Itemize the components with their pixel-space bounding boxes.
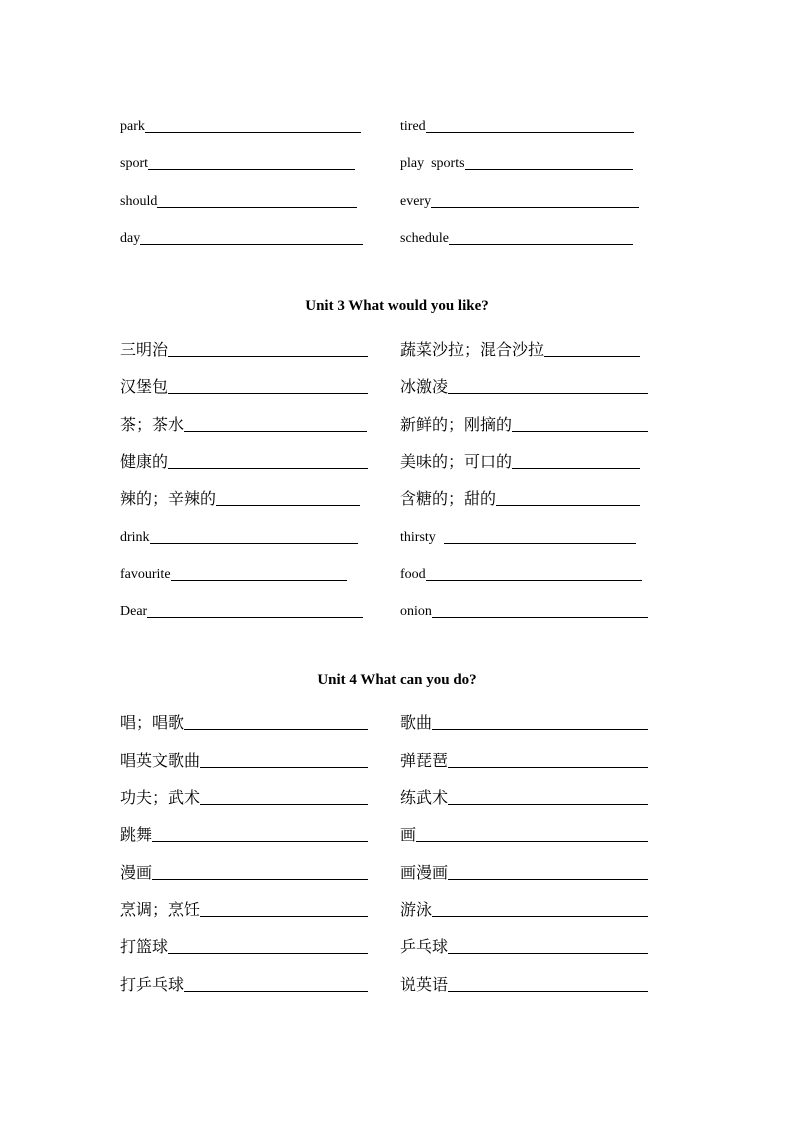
vocab-word: 唱；唱歌 [120, 713, 185, 732]
answer-blank[interactable] [444, 542, 636, 544]
answer-blank[interactable] [168, 952, 368, 954]
vocab-item [400, 702, 648, 732]
answer-blank[interactable] [147, 616, 363, 618]
vocab-word: 漫画 [120, 863, 153, 882]
vocab-item [120, 814, 368, 844]
vocab-word: should [120, 194, 158, 209]
answer-blank[interactable] [448, 392, 648, 394]
vocab-row [0, 366, 794, 396]
answer-blank[interactable] [152, 840, 368, 842]
vocab-item [120, 478, 360, 508]
vocab-item [400, 740, 648, 770]
vocab-row [0, 180, 794, 210]
answer-blank[interactable] [448, 878, 648, 880]
vocab-row [0, 964, 794, 994]
answer-blank[interactable] [171, 579, 347, 581]
answer-blank[interactable] [544, 355, 640, 357]
vocab-item [400, 105, 634, 135]
vocab-word: 冰激凌 [400, 377, 449, 396]
vocab-word: 蔬菜沙拉；混合沙拉 [400, 340, 545, 359]
answer-blank[interactable] [148, 168, 355, 170]
vocab-word: 三明治 [120, 340, 169, 359]
answer-blank[interactable] [152, 878, 368, 880]
answer-blank[interactable] [150, 542, 358, 544]
answer-blank[interactable] [140, 243, 363, 245]
answer-blank[interactable] [431, 206, 639, 208]
vocab-word: 说英语 [400, 975, 449, 994]
vocab-row [0, 852, 794, 882]
answer-blank[interactable] [426, 579, 642, 581]
vocab-word: Dear [120, 604, 148, 619]
vocab-row [0, 702, 794, 732]
vocab-word: 健康的 [120, 452, 169, 471]
vocab-item [400, 964, 648, 994]
vocab-row [0, 329, 794, 359]
vocab-word: 功夫；武术 [120, 788, 201, 807]
vocab-item [120, 366, 368, 396]
answer-blank[interactable] [448, 766, 648, 768]
vocab-word: 辣的；辛辣的 [120, 489, 217, 508]
answer-blank[interactable] [512, 430, 648, 432]
vocab-item [120, 441, 368, 471]
vocab-word: 茶；茶水 [120, 415, 185, 434]
answer-blank[interactable] [512, 467, 640, 469]
vocab-word: every [400, 194, 432, 209]
vocab-word: 歌曲 [400, 713, 433, 732]
vocab-word: thirsty [400, 530, 436, 545]
vocab-word: 跳舞 [120, 825, 153, 844]
vocab-item [120, 889, 368, 919]
vocab-item [120, 964, 368, 994]
vocab-item [120, 217, 363, 247]
vocab-item [120, 926, 368, 956]
vocab-word: food [400, 567, 426, 582]
vocab-row [0, 740, 794, 770]
vocab-row [0, 553, 794, 583]
vocab-item [120, 702, 368, 732]
vocab-item [400, 180, 639, 210]
vocab-item [400, 329, 640, 359]
answer-blank[interactable] [168, 355, 368, 357]
vocab-word: 打乒乓球 [120, 975, 185, 994]
vocab-word: 含糖的；甜的 [400, 489, 497, 508]
unit-4-heading: Unit 4 What can you do? [317, 672, 477, 688]
vocab-item [120, 105, 361, 135]
answer-blank[interactable] [496, 504, 640, 506]
vocab-row [0, 404, 794, 434]
vocab-word: 画 [400, 825, 417, 844]
vocab-item [120, 180, 357, 210]
vocab-item [400, 142, 633, 172]
vocab-word: 新鲜的；刚摘的 [400, 415, 513, 434]
answer-blank[interactable] [145, 131, 361, 133]
answer-blank[interactable] [448, 803, 648, 805]
vocab-row [0, 441, 794, 471]
vocab-item [400, 553, 642, 583]
answer-blank[interactable] [448, 952, 648, 954]
answer-blank[interactable] [200, 766, 368, 768]
answer-blank[interactable] [432, 728, 648, 730]
vocab-word: favourite [120, 567, 171, 582]
vocab-item [400, 217, 633, 247]
vocab-row [0, 926, 794, 956]
vocab-item [120, 329, 368, 359]
vocab-item [400, 889, 648, 919]
vocab-word: 唱英文歌曲 [120, 751, 201, 770]
answer-blank[interactable] [168, 392, 368, 394]
vocab-item [120, 740, 368, 770]
vocab-word: park [120, 119, 145, 134]
vocab-item [400, 516, 636, 546]
vocab-row [0, 814, 794, 844]
answer-blank[interactable] [168, 467, 368, 469]
vocab-row [0, 478, 794, 508]
vocab-word: sport [120, 156, 148, 171]
answer-blank[interactable] [200, 915, 368, 917]
vocab-item [400, 366, 648, 396]
vocab-word: 乒乓球 [400, 937, 449, 956]
vocab-row [0, 142, 794, 172]
answer-blank[interactable] [432, 616, 648, 618]
vocab-item [120, 590, 363, 620]
answer-blank[interactable] [157, 206, 357, 208]
vocab-row [0, 777, 794, 807]
vocab-word: 美味的；可口的 [400, 452, 513, 471]
answer-blank[interactable] [426, 131, 634, 133]
vocab-word: onion [400, 604, 432, 619]
answer-blank[interactable] [448, 990, 648, 992]
vocab-word: 游泳 [400, 900, 433, 919]
unit-3-heading: Unit 3 What would you like? [305, 298, 489, 314]
vocab-row [0, 590, 794, 620]
vocab-word: 画漫画 [400, 863, 449, 882]
vocab-word: drink [120, 530, 150, 545]
answer-blank[interactable] [416, 840, 648, 842]
answer-blank[interactable] [184, 430, 367, 432]
vocab-row [0, 516, 794, 546]
vocab-row [0, 889, 794, 919]
answer-blank[interactable] [184, 990, 368, 992]
vocab-word: day [120, 231, 141, 246]
vocab-item [120, 553, 347, 583]
vocab-item [120, 516, 358, 546]
vocab-item [400, 777, 648, 807]
vocab-word: 练武术 [400, 788, 449, 807]
answer-blank[interactable] [449, 243, 633, 245]
answer-blank[interactable] [432, 915, 648, 917]
vocab-word: 汉堡包 [120, 377, 169, 396]
answer-blank[interactable] [216, 504, 360, 506]
vocab-item [400, 590, 648, 620]
vocab-item [120, 142, 355, 172]
vocab-word: tired [400, 119, 426, 134]
vocab-row [0, 217, 794, 247]
answer-blank[interactable] [184, 728, 368, 730]
vocab-word: 弹琵琶 [400, 751, 449, 770]
vocab-item [400, 926, 648, 956]
vocab-row [0, 105, 794, 135]
vocab-item [120, 852, 368, 882]
vocab-item [400, 441, 640, 471]
vocab-item [400, 814, 648, 844]
answer-blank[interactable] [200, 803, 368, 805]
vocab-word: schedule [400, 231, 449, 246]
vocab-item [120, 404, 367, 434]
vocab-word: 烹调；烹饪 [120, 900, 201, 919]
answer-blank[interactable] [465, 168, 633, 170]
vocab-word: play sports [400, 156, 465, 171]
vocab-word: 打篮球 [120, 937, 169, 956]
vocab-item [400, 478, 640, 508]
vocab-item [400, 852, 648, 882]
vocab-item [120, 777, 368, 807]
vocab-item [400, 404, 648, 434]
